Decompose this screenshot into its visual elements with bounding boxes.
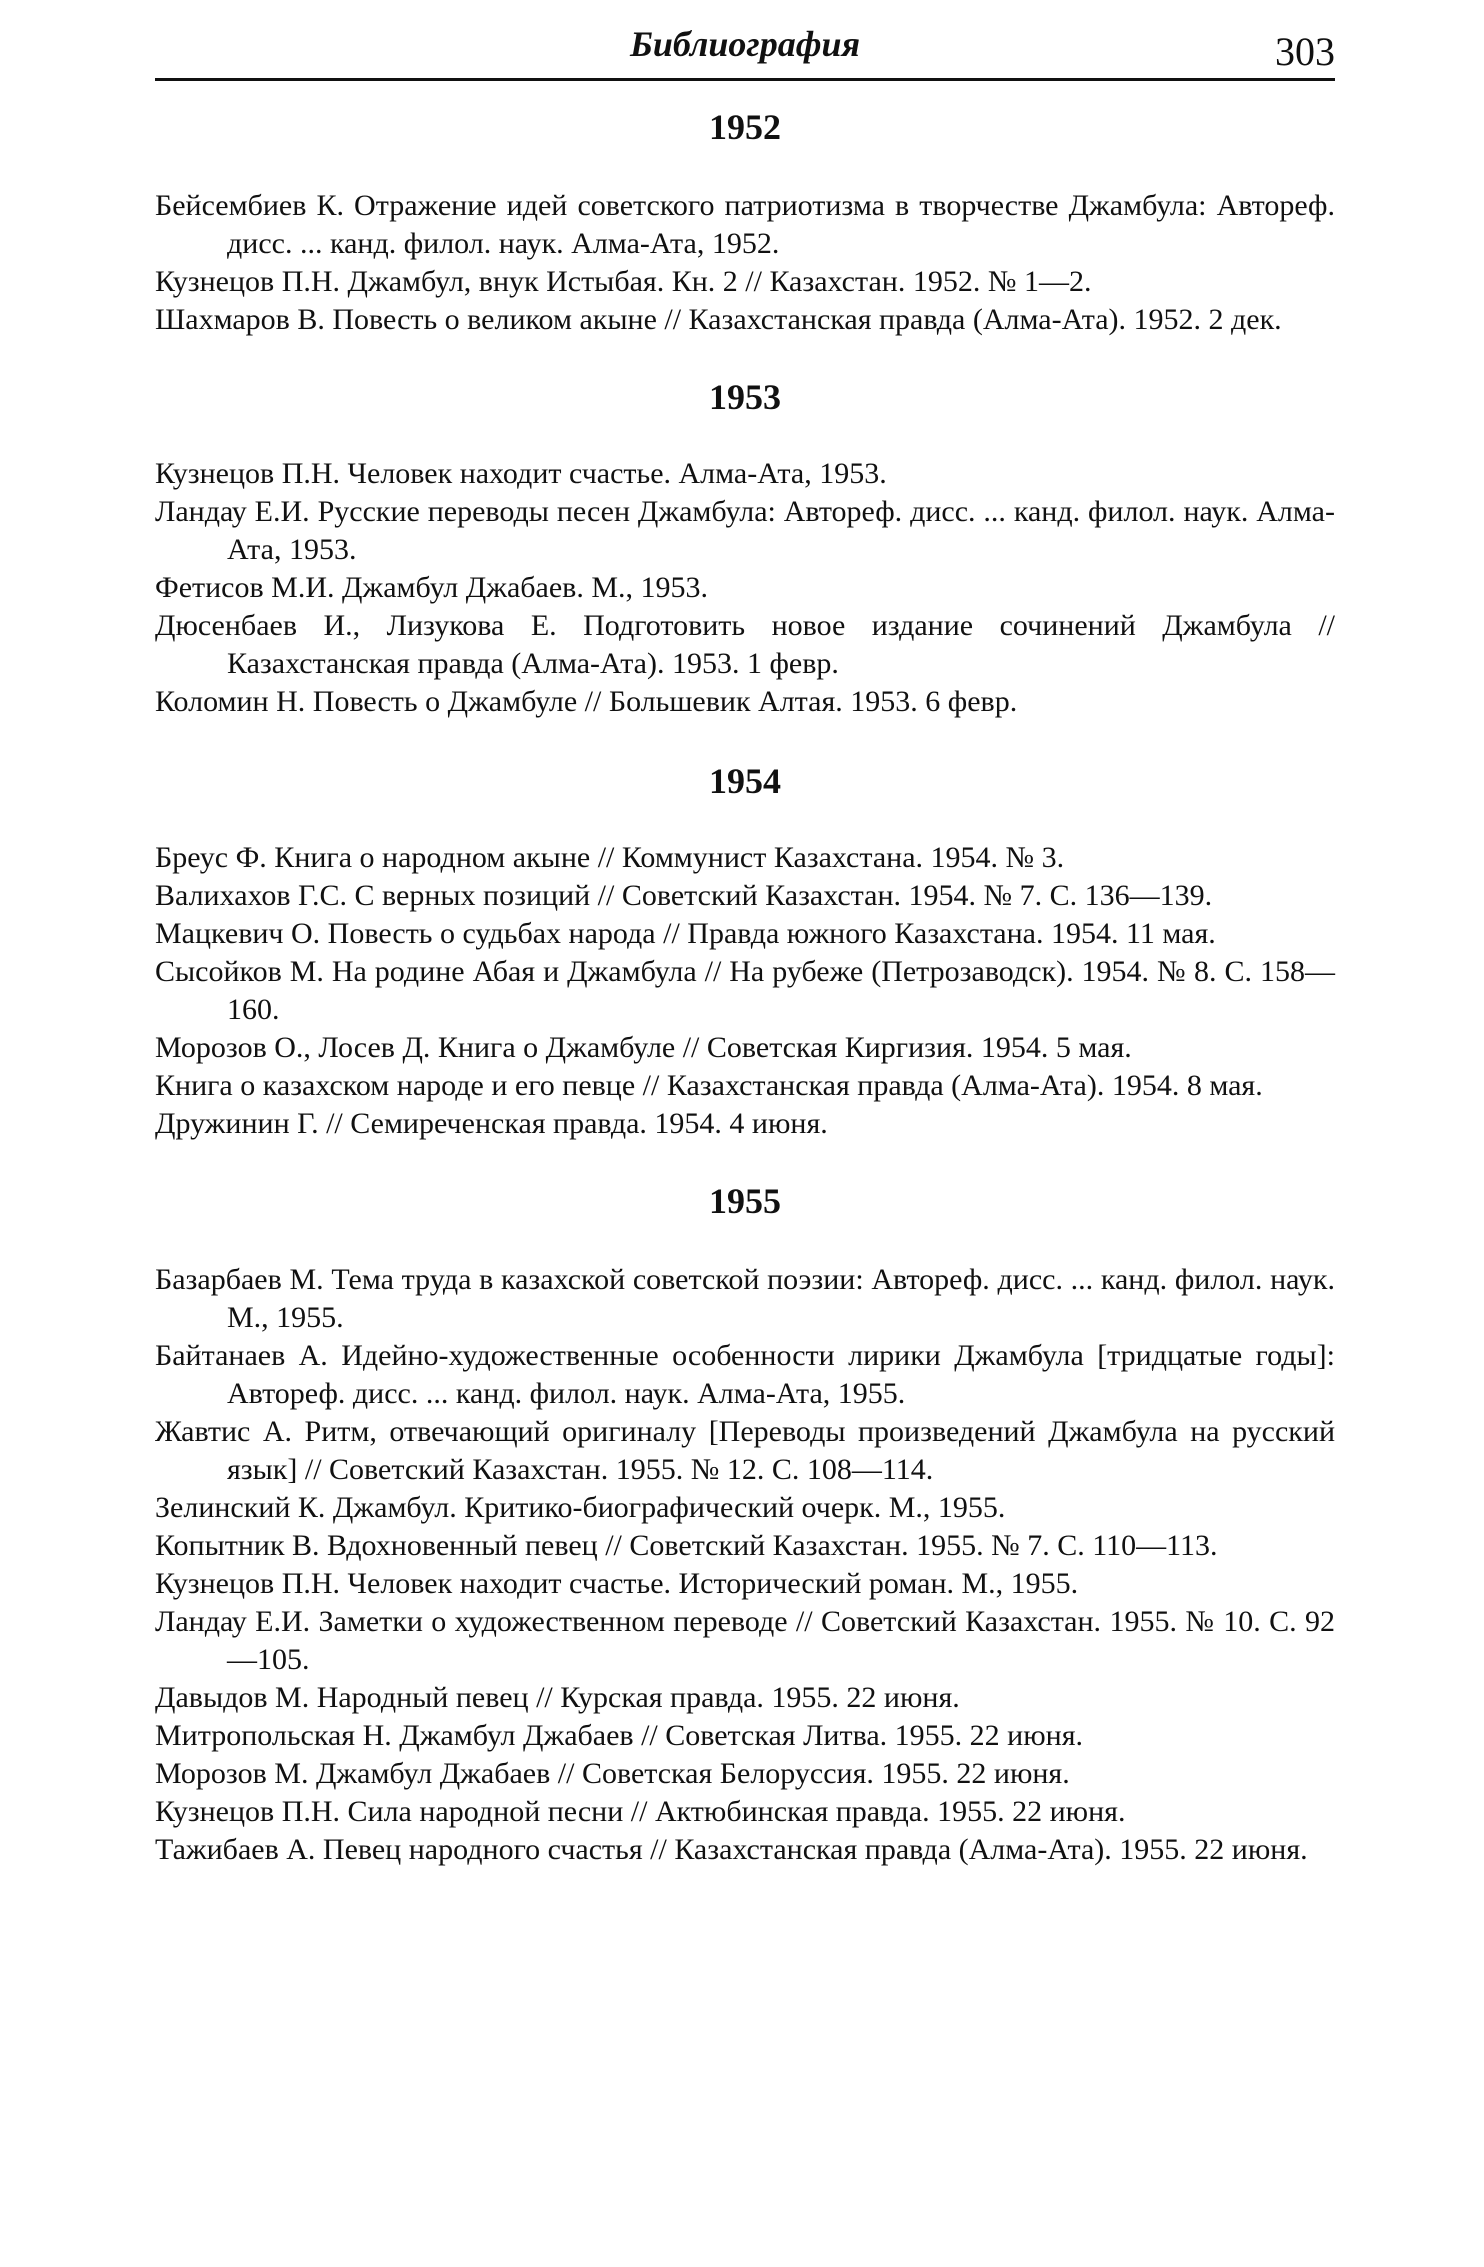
bibliography-entry: Дружинин Г. // Семиреченская правда. 1954. 4 июня. (155, 1107, 828, 1140)
bibliography-entry: Сысойков М. На родине Абая и Джамбула // На рубеже (Петрозаводск). 1954. № 8. С. 158—160. (155, 955, 1335, 1026)
bibliography-entry: Копытник В. Вдохновенный певец // Советский Казахстан. 1955. № 7. С. 110—113. (155, 1529, 1218, 1562)
bibliography-entry: Давыдов М. Народный певец // Курская правда. 1955. 22 июня. (155, 1681, 960, 1714)
book-page (155, 0, 1335, 1869)
bibliography-entry: Фетисов М.И. Джамбул Джабаев. М., 1953. (155, 571, 709, 604)
page-number: 303 (1275, 29, 1335, 74)
bibliography-entry: Бреус Ф. Книга о народном акыне // Коммунист Казахстана. 1954. № 3. (155, 841, 1065, 874)
year-section-1952 (155, 107, 1335, 339)
bibliography-entry: Тажибаев А. Певец народного счастья // Казахстанская правда (Алма-Ата). 1955. 22 июня. (155, 1833, 1308, 1866)
bibliography-entry: Мацкевич О. Повесть о судьбах народа // Правда южного Казахстана. 1954. 11 мая. (155, 917, 1216, 950)
bibliography-entry: Кузнецов П.Н. Джамбул, внук Истыбая. Кн. 2 // Казахстан. 1952. № 1—2. (155, 265, 1092, 298)
running-head (155, 0, 1335, 81)
year-heading: 1953 (709, 377, 781, 417)
bibliography-entry: Книга о казахском народе и его певце // Казахстанская правда (Алма-Ата). 1954. 8 мая. (155, 1069, 1263, 1102)
entry-list (155, 839, 1335, 1143)
year-section-1954 (155, 761, 1335, 1143)
year-heading: 1954 (709, 761, 781, 801)
entry-list (155, 1261, 1335, 1869)
bibliography-entry: Митропольская Н. Джамбул Джабаев // Советская Литва. 1955. 22 июня. (155, 1719, 1083, 1752)
bibliography-entry: Дюсенбаев И., Лизукова Е. Подготовить новое издание сочинений Джамбула // Казахстанская правда (Алма-Ата). 1953. 1 февр. (155, 609, 1335, 680)
bibliography-entry: Бейсембиев К. Отражение идей советского патриотизма в творчестве Джамбула: Автореф. дисс. ... канд. филол. наук. Алма-Ата, 1952. (155, 189, 1335, 260)
entry-list (155, 187, 1335, 339)
year-section-1953 (155, 377, 1335, 721)
entry-list (155, 455, 1335, 721)
bibliography-entry: Ландау Е.И. Русские переводы песен Джамбула: Автореф. дисс. ... канд. филол. наук. Алма-Ата, 1953. (155, 495, 1335, 566)
year-heading: 1955 (709, 1181, 781, 1221)
bibliography-entry: Кузнецов П.Н. Человек находит счастье. Алма-Ата, 1953. (155, 457, 887, 490)
bibliography-entry: Кузнецов П.Н. Человек находит счастье. Исторический роман. М., 1955. (155, 1567, 1079, 1600)
bibliography-entry: Ландау Е.И. Заметки о художественном переводе // Советский Казахстан. 1955. № 10. С. 92—105. (155, 1605, 1335, 1676)
bibliography-entry: Жавтис А. Ритм, отвечающий оригиналу [Переводы произведений Джамбула на русский язык] // Советский Казахстан. 1955. № 12. С. 108—114. (155, 1415, 1335, 1486)
year-section-1955 (155, 1181, 1335, 1869)
bibliography-entry: Зелинский К. Джамбул. Критико-биографический очерк. М., 1955. (155, 1491, 1006, 1524)
bibliography-entry: Морозов О., Лосев Д. Книга о Джамбуле // Советская Киргизия. 1954. 5 мая. (155, 1031, 1132, 1064)
year-heading: 1952 (709, 107, 781, 147)
bibliography-entry: Кузнецов П.Н. Сила народной песни // Актюбинская правда. 1955. 22 июня. (155, 1795, 1126, 1828)
bibliography-entry: Байтанаев А. Идейно-художественные особенности лирики Джамбула [тридцатые годы]: Автореф. дисс. ... канд. филол. наук. Алма-Ата, 1955. (155, 1339, 1335, 1410)
running-title: Библиография (629, 24, 861, 64)
bibliography-entry: Морозов М. Джамбул Джабаев // Советская Белоруссия. 1955. 22 июня. (155, 1757, 1070, 1790)
bibliography-entry: Шахмаров В. Повесть о великом акыне // Казахстанская правда (Алма-Ата). 1952. 2 дек. (155, 303, 1282, 336)
bibliography-entry: Базарбаев М. Тема труда в казахской советской поэзии: Автореф. дисс. ... канд. филол. наук. М., 1955. (155, 1263, 1335, 1334)
bibliography-entry: Валихахов Г.С. С верных позиций // Советский Казахстан. 1954. № 7. С. 136—139. (155, 879, 1213, 912)
bibliography-entry: Коломин Н. Повесть о Джамбуле // Большевик Алтая. 1953. 6 февр. (155, 685, 1018, 718)
